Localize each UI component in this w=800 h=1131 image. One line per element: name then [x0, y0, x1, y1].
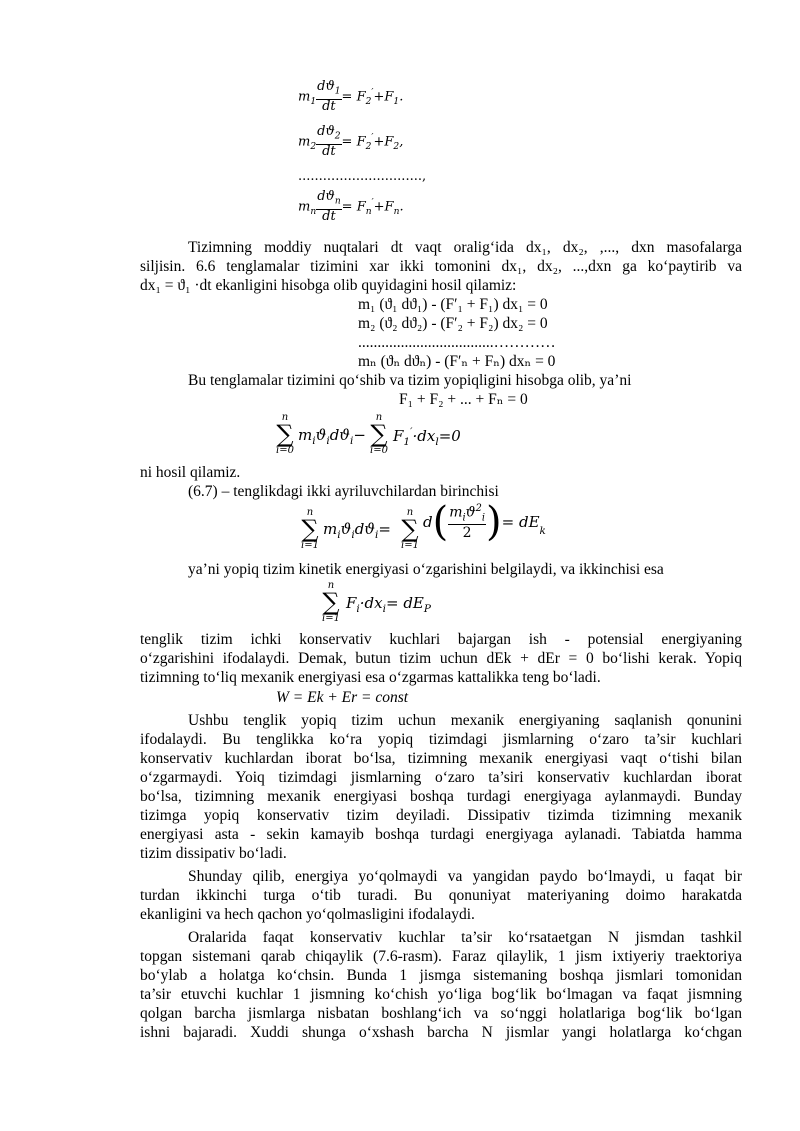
paragraph-line: konservativ kuchlardan iborat bo‘lsa, tizimning mexanik energiyasi vaqt o‘tishi bilan	[140, 750, 742, 767]
sum-equation-1: $m_iϑ_idϑ_i-$	[298, 426, 366, 447]
paragraph-line: bo‘lsa, tizimning mexanik energiyasi boshqa turdagi energiyaga aylanmaydi. Bunday	[140, 788, 742, 805]
paragraph-line: o‘zgarmaydi. Yoiq tizimdagi jismlarning o‘zaro ta’siri konservativ kuchlardan iborat	[140, 769, 742, 786]
paragraph-line: Ushbu tenglik yopiq tizim uchun mexanik energiyaning saqlanish qonunini	[188, 712, 742, 729]
paragraph-line: tizimning to‘liq mexanik energiyasi esa o‘zgarmas kattalikka teng bo‘ladi.	[140, 669, 601, 686]
sum-symbol: n ∑ i=0	[370, 412, 388, 456]
sum-symbol: n ∑ i=1	[301, 507, 319, 551]
sum-symbol: n ∑ i=1	[322, 580, 340, 624]
equation-1: $m_1$ $\frac{dϑ_1}{dt}$ = $F_2'+F_1$.	[298, 79, 404, 114]
paragraph-line: Bu tenglamalar tizimini qo‘shib va tizim yopiqligini hisobga olib, ya’ni	[188, 372, 632, 389]
closed-system-condition: F₁ + F₂ + ... + Fₙ = 0	[399, 391, 528, 408]
paragraph-line: Oralarida faqat konservativ kuchlar ta’sir ko‘rsataetgan N jismdan tashkil	[188, 929, 742, 946]
paragraph-line: ifodalaydi. Bu tenglikka ko‘ra yopiq tizimdagi jismlarning o‘zaro ta’sir kuchlari	[140, 731, 742, 748]
paragraph-line: Shunday qilib, energiya yo‘qolmaydi va yangidan paydo bo‘lmaydi, u faqat bir	[188, 868, 742, 885]
paragraph-line: ya’ni yopiq tizim kinetik energiyasi o‘zgarishini belgilaydi, va ikkinchisi esa	[188, 561, 664, 578]
paragraph-line: dx₁ = ϑ₁ ·dt ekanligini hisobga olib quyidagini hosil qilamiz:	[140, 277, 517, 294]
paragraph-line: o‘zgarishini ifodalaydi. Demak, butun tizim uchun dEk + dEr = 0 bo‘lishi kerak. Yopiq	[140, 650, 742, 667]
work-equation-2: m₂ (ϑ₂ dϑ₂) - (F′₂ + F₂) dx₂ = 0	[358, 315, 548, 332]
sum-symbol: n ∑ i=1	[401, 507, 419, 551]
sum-equation-2-rhs: d( $\frac{m_iϑ^2_i}{2}$ )= $dE_k$	[423, 499, 546, 545]
equation-2: $m_2$ $\frac{dϑ_2}{dt}$ = $F_2'+F_2$,	[298, 124, 404, 159]
sum-equation-1-rhs: $F_1'\cdot dx_l=0$	[393, 426, 461, 448]
equation-n: $m_n$ $\frac{dϑ_n}{dt}$ = $F_n'+F_n$.	[298, 189, 404, 224]
paragraph-line: qolgan barcha jismlarga nisbatan boshlang‘ich va so‘nggi holatlariga bog‘lik bo‘lgan	[140, 1005, 742, 1022]
paragraph-line: ni hosil qilamiz.	[140, 464, 241, 481]
work-equation-dots: ...................................…………	[358, 334, 556, 351]
paragraph-line: Tizimning moddiy nuqtalari dt vaqt oralig‘ida dx₁, dx₂, ,..., dxn masofalarga	[188, 239, 742, 256]
equation-dots: ..............................,	[298, 169, 427, 184]
energy-conservation-formula: W = Ek + Er = const	[276, 689, 409, 706]
paragraph-line: tizimga yopiq konservativ tizim deyiladi. Dissipativ tizimda tizimning mexanik	[140, 807, 742, 824]
paragraph-line: bo‘ylab a holatga ko‘chsin. Bunda 1 jismga sistemaning boshqa jismlari tomonidan	[140, 967, 742, 984]
paragraph-line: ekanligini va hech qachon yo‘qolmasligini ifodalaydi.	[140, 906, 475, 923]
paragraph-line: turdan ikkinchi turga o‘tib turadi. Bu qonuniyat materiyaning doimo harakatda	[140, 887, 742, 904]
paragraph-line: tenglik tizim ichki konservativ kuchlari bajargan ish - potensial energiyaning	[140, 631, 742, 648]
paragraph-line: energiyasi asta - sekin kamayib boshqa turdagi energiyaga aylanadi. Tabiatda hamma	[140, 826, 742, 843]
work-equation-1: m₁ (ϑ₁ dϑ₁) - (F′₁ + F₁) dx₁ = 0	[358, 296, 548, 313]
paragraph-line: siljisin. 6.6 tenglamalar tizimini xar ikki tomonini dx₁, dx₂, ...,dxn ga ko‘paytirib va	[140, 258, 742, 275]
paragraph-line: ta’sir etuvchi kuchlar 1 jismning ko‘chish yo‘liga bog‘lik bo‘lmagan va faqat jismning	[140, 986, 742, 1003]
sum-symbol: n ∑ i=0	[276, 412, 294, 456]
paragraph-line: topgan sistemani qarab chiqaylik (7.6-rasm). Faraz qilaylik, 1 jism ixtiyeriy traektoriya	[140, 948, 742, 965]
paragraph-line: (6.7) – tenglikdagi ikki ayriluvchilardan birinchisi	[188, 483, 499, 500]
sum-equation-3: $F_i\cdot dx_i= dE_P$	[346, 594, 431, 615]
paragraph-line: ishni bajaradi. Xuddi shunga o‘xshash barcha N jismlar yangi holatlarga ko‘chgan	[140, 1024, 742, 1041]
work-equation-n: mₙ (ϑₙ dϑₙ) - (F′ₙ + Fₙ) dxₙ = 0	[358, 353, 556, 370]
paragraph-line: tizim dissipativ bo‘ladi.	[140, 845, 287, 862]
sum-equation-2: $m_iϑ_idϑ_i=$	[323, 520, 391, 541]
